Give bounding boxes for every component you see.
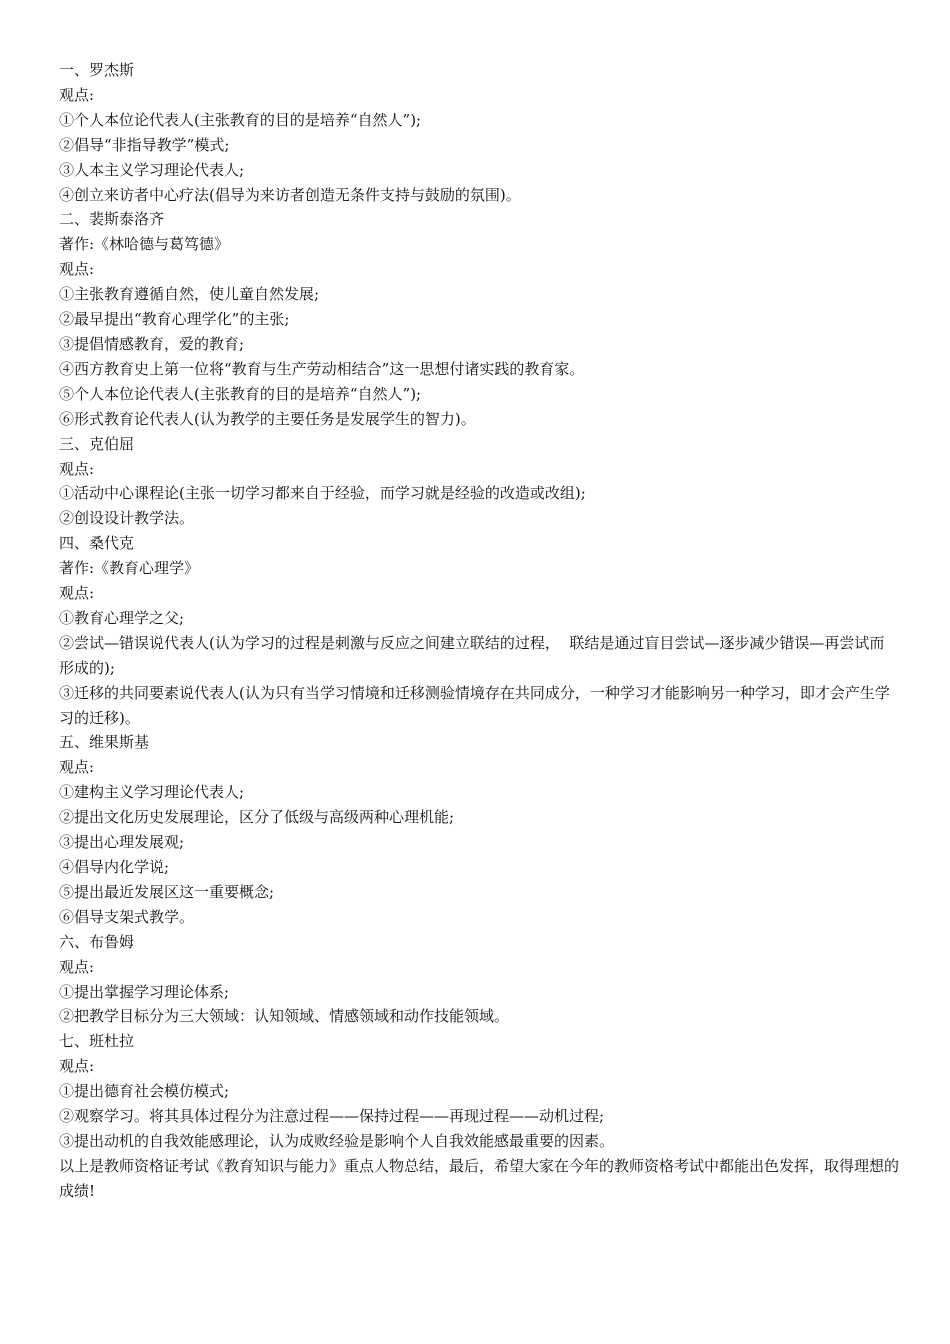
list-item: ①主张教育遵循自然，使儿童自然发展; xyxy=(59,285,320,304)
list-item: ②倡导“非指导教学”模式; xyxy=(59,135,230,154)
label-works: 著作:《教育心理学》 xyxy=(59,559,200,578)
list-item: ③迁移的共同要素说代表人(认为只有当学习情境和迁移测验情境存在共同成分，一种学习才能影响另一种学习，即才会产生学习的迁移)。 xyxy=(59,683,890,727)
heading-pestalozzi: 二、裴斯泰洛齐 xyxy=(59,210,165,229)
list-item: ③提出动机的自我效能感理论，认为成败经验是影响个人自我效能感最重要的因素。 xyxy=(59,1131,615,1150)
label-viewpoint: 观点: xyxy=(59,1057,95,1076)
list-item: ①提出掌握学习理论体系; xyxy=(59,982,230,1001)
list-item: ①提出德育社会模仿模式; xyxy=(59,1082,230,1101)
list-item: ⑥形式教育论代表人(认为教学的主要任务是发展学生的智力)。 xyxy=(59,409,476,428)
label-viewpoint: 观点: xyxy=(59,260,95,279)
list-item: ②最早提出“教育心理学化”的主张; xyxy=(59,310,290,329)
heading-vygotsky: 五、维果斯基 xyxy=(59,733,150,752)
list-item: ⑤个人本位论代表人(主张教育的目的是培养“自然人”); xyxy=(59,384,422,403)
list-item: ③提出心理发展观; xyxy=(59,833,185,852)
list-item: ④倡导内化学说; xyxy=(59,858,170,876)
label-works: 著作:《林哈德与葛笃德》 xyxy=(59,235,230,254)
label-viewpoint: 观点: xyxy=(59,957,95,976)
list-item: ⑥倡导支架式教学。 xyxy=(59,907,195,926)
closing-paragraph: 以上是教师资格证考试《教育知识与能力》重点人物总结，最后，希望大家在今年的教师资格考试中都能出色发挥，取得理想的成绩! xyxy=(59,1156,900,1200)
heading-bandura: 七、班杜拉 xyxy=(59,1032,135,1051)
list-item: ①建构主义学习理论代表人; xyxy=(59,783,245,802)
list-item: ①教育心理学之父; xyxy=(59,608,185,627)
list-item: ③提倡情感教育，爱的教育; xyxy=(59,334,245,353)
heading-thorndike: 四、桑代克 xyxy=(59,534,135,553)
list-item: ①活动中心课程论(主张一切学习都来自于经验，而学习就是经验的改造或改组); xyxy=(59,484,586,503)
list-item: ②尝试—错误说代表人(认为学习的过程是刺激与反应之间建立联结的过程， 联结是通过盲目尝试—逐步减少错误—再尝试而形成的); xyxy=(59,633,885,677)
label-viewpoint: 观点: xyxy=(59,584,95,603)
list-item: ⑤提出最近发展区这一重要概念; xyxy=(59,882,275,901)
label-viewpoint: 观点: xyxy=(59,459,95,478)
list-item: ①个人本位论代表人(主张教育的目的是培养“自然人”); xyxy=(59,110,422,129)
label-viewpoint: 观点: xyxy=(59,758,95,777)
heading-bloom: 六、布鲁姆 xyxy=(59,932,135,951)
heading-rogers: 一、罗杰斯 xyxy=(59,61,135,79)
list-item: ②提出文化历史发展理论，区分了低级与高级两种心理机能; xyxy=(59,808,455,827)
list-item: ②观察学习。将其具体过程分为注意过程——保持过程——再现过程——动机过程; xyxy=(59,1107,605,1126)
document-body xyxy=(59,58,899,1204)
list-item: ②创设设计教学法。 xyxy=(59,509,195,528)
list-item: ④创立来访者中心疗法(倡导为来访者创造无条件支持与鼓励的氛围)。 xyxy=(59,185,521,204)
list-item: ②把教学目标分为三大领域：认知领域、情感领域和动作技能领域。 xyxy=(59,1007,510,1026)
label-viewpoint: 观点: xyxy=(59,85,95,104)
heading-kilpatrick: 三、克伯屈 xyxy=(59,434,135,453)
list-item: ④西方教育史上第一位将“教育与生产劳动相结合”这一思想付诸实践的教育家。 xyxy=(59,359,585,378)
list-item: ③人本主义学习理论代表人; xyxy=(59,160,245,179)
